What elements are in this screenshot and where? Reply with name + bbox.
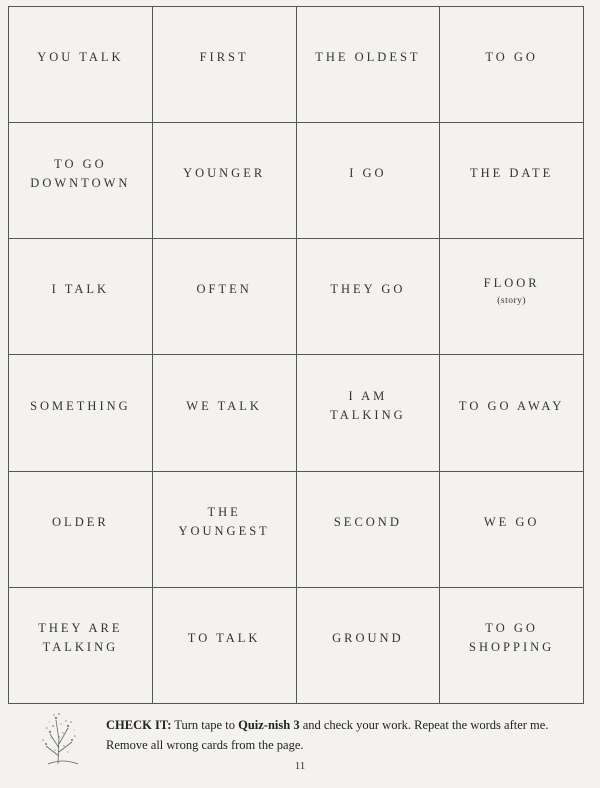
card-grid — [8, 6, 584, 704]
word-card[interactable] — [297, 123, 441, 239]
card-word: OFTEN — [196, 282, 252, 297]
word-card[interactable] — [153, 7, 297, 123]
word-card[interactable] — [297, 239, 441, 355]
footer — [0, 706, 600, 788]
word-card[interactable] — [153, 355, 297, 471]
check-it-instructions — [106, 715, 586, 755]
word-card[interactable] — [440, 7, 584, 123]
word-card[interactable] — [440, 123, 584, 239]
card-word: TO GO — [485, 50, 538, 65]
card-word: THEY GO — [330, 282, 406, 297]
word-card[interactable] — [9, 123, 153, 239]
card-word: THE YOUNGEST — [178, 505, 270, 539]
word-card[interactable] — [9, 472, 153, 588]
card-word: TO GO DOWNTOWN — [30, 156, 131, 190]
word-card[interactable] — [440, 472, 584, 588]
word-card[interactable] — [297, 355, 441, 471]
word-card[interactable] — [297, 588, 441, 704]
word-card[interactable] — [297, 472, 441, 588]
word-card[interactable] — [153, 472, 297, 588]
card-word: WE GO — [483, 514, 540, 529]
card-word: TO GO SHOPPING — [469, 621, 555, 655]
card-word: FIRST — [199, 50, 249, 65]
card-word: TO GO AWAY — [458, 398, 565, 413]
page-number: 11 — [294, 760, 306, 772]
plant-illustration-icon — [28, 706, 98, 766]
card-word: I AM TALKING — [330, 389, 406, 423]
instruction-text-2: and check your work. Repeat the words after me. — [299, 718, 549, 732]
card-note: (story) — [497, 295, 527, 306]
card-word: OLDER — [52, 514, 109, 529]
card-word: THE DATE — [469, 166, 554, 181]
instruction-line-2: Remove all wrong cards from the page. — [106, 738, 304, 752]
card-word: WE TALK — [186, 398, 262, 413]
word-card[interactable] — [9, 7, 153, 123]
instruction-text-1: Turn tape to — [171, 718, 239, 732]
word-card[interactable] — [153, 239, 297, 355]
card-word: SOMETHING — [30, 398, 131, 413]
card-word: I TALK — [51, 282, 110, 297]
check-it-label: CHECK IT: — [106, 718, 172, 732]
card-word: YOU TALK — [37, 50, 124, 65]
card-word: SECOND — [333, 514, 402, 529]
card-word: FLOOR — [483, 275, 540, 290]
quiz-name: Quiz-nish 3 — [238, 718, 300, 732]
word-card[interactable] — [153, 588, 297, 704]
word-card[interactable] — [9, 355, 153, 471]
card-word: THEY ARE TALKING — [38, 621, 123, 655]
word-card[interactable] — [440, 588, 584, 704]
card-word: TO TALK — [187, 630, 261, 645]
word-card[interactable] — [440, 239, 584, 355]
word-card[interactable] — [153, 123, 297, 239]
word-card[interactable] — [297, 7, 441, 123]
card-word: YOUNGER — [183, 166, 266, 181]
word-card[interactable] — [9, 239, 153, 355]
word-card[interactable] — [9, 588, 153, 704]
word-card[interactable] — [440, 355, 584, 471]
card-word: THE OLDEST — [315, 50, 421, 65]
card-word: GROUND — [332, 630, 404, 645]
card-word: I GO — [349, 166, 387, 181]
